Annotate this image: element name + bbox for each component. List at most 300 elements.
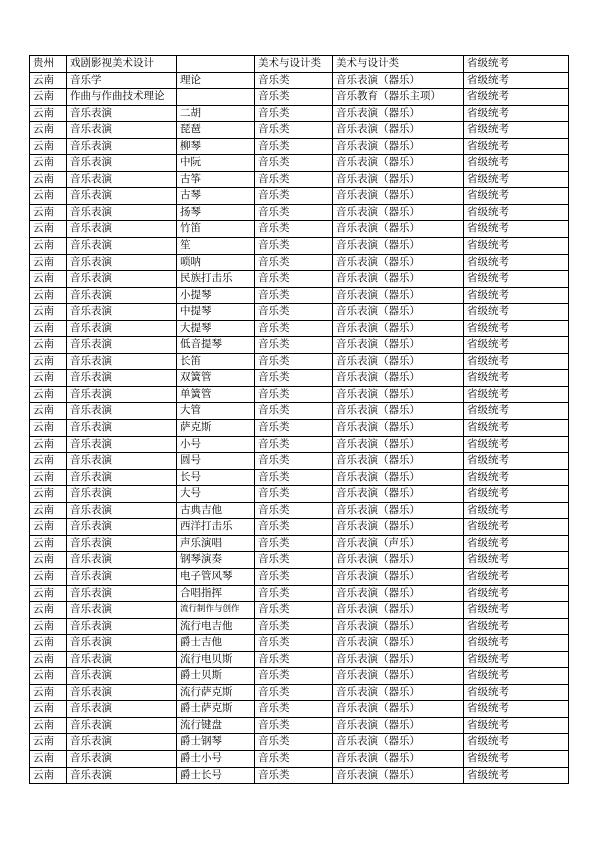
exam-level-cell: 省级统考 <box>464 651 569 668</box>
table-row <box>30 353 569 370</box>
province-cell: 云南 <box>30 552 67 569</box>
table-row <box>30 519 569 536</box>
major-cell: 音乐表演 <box>67 519 177 536</box>
exam-level-cell: 省级统考 <box>464 386 569 403</box>
exam-type-cell: 音乐表演（器乐） <box>333 734 464 751</box>
exam-type-cell: 音乐表演（器乐） <box>333 486 464 503</box>
major-cell: 音乐表演 <box>67 254 177 271</box>
exam-type-cell: 音乐表演（器乐） <box>333 254 464 271</box>
exam-level-cell: 省级统考 <box>464 155 569 172</box>
table-row <box>30 585 569 602</box>
province-cell: 云南 <box>30 386 67 403</box>
direction-cell: 大提琴 <box>177 320 255 337</box>
province-cell: 云南 <box>30 287 67 304</box>
category-cell: 音乐类 <box>255 105 333 122</box>
province-cell: 云南 <box>30 304 67 321</box>
direction-cell: 古典吉他 <box>177 502 255 519</box>
category-cell: 音乐类 <box>255 469 333 486</box>
direction-cell: 爵士贝斯 <box>177 668 255 685</box>
direction-cell: 柳琴 <box>177 138 255 155</box>
table-row <box>30 287 569 304</box>
direction-cell: 中提琴 <box>177 304 255 321</box>
direction-cell: 扬琴 <box>177 204 255 221</box>
category-cell: 音乐类 <box>255 89 333 106</box>
province-cell: 云南 <box>30 436 67 453</box>
exam-level-cell: 省级统考 <box>464 56 569 73</box>
major-cell: 音乐表演 <box>67 122 177 139</box>
exam-level-cell: 省级统考 <box>464 353 569 370</box>
major-cell: 音乐表演 <box>67 271 177 288</box>
category-cell: 音乐类 <box>255 568 333 585</box>
direction-cell: 爵士长号 <box>177 767 255 784</box>
category-cell: 音乐类 <box>255 668 333 685</box>
province-cell: 云南 <box>30 238 67 255</box>
major-cell: 音乐表演 <box>67 155 177 172</box>
table-row <box>30 486 569 503</box>
table-row <box>30 535 569 552</box>
table-row <box>30 304 569 321</box>
province-cell: 云南 <box>30 122 67 139</box>
exam-level-cell: 省级统考 <box>464 304 569 321</box>
category-cell: 音乐类 <box>255 386 333 403</box>
exam-type-cell: 音乐表演（器乐） <box>333 618 464 635</box>
major-cell: 音乐表演 <box>67 353 177 370</box>
exam-level-cell: 省级统考 <box>464 122 569 139</box>
province-cell: 云南 <box>30 717 67 734</box>
exam-level-cell: 省级统考 <box>464 403 569 420</box>
table-row <box>30 453 569 470</box>
direction-cell: 爵士钢琴 <box>177 734 255 751</box>
exam-level-cell: 省级统考 <box>464 585 569 602</box>
province-cell: 云南 <box>30 602 67 619</box>
exam-type-cell: 音乐表演（器乐） <box>333 502 464 519</box>
direction-cell: 圆号 <box>177 453 255 470</box>
exam-type-cell: 音乐表演（器乐） <box>333 138 464 155</box>
direction-cell: 流行制作与创作 <box>177 602 255 619</box>
exam-level-cell: 省级统考 <box>464 469 569 486</box>
direction-cell: 声乐演唱 <box>177 535 255 552</box>
table-row <box>30 651 569 668</box>
exam-type-cell: 音乐表演（器乐） <box>333 403 464 420</box>
exam-level-cell: 省级统考 <box>464 750 569 767</box>
exam-level-cell: 省级统考 <box>464 552 569 569</box>
table-row <box>30 105 569 122</box>
exam-type-cell: 音乐表演（器乐） <box>333 420 464 437</box>
major-cell: 音乐表演 <box>67 668 177 685</box>
exam-type-cell: 音乐表演（器乐） <box>333 750 464 767</box>
exam-type-cell: 音乐表演（器乐） <box>333 238 464 255</box>
province-cell: 云南 <box>30 320 67 337</box>
major-cell: 音乐表演 <box>67 469 177 486</box>
category-cell: 音乐类 <box>255 734 333 751</box>
direction-cell: 流行电吉他 <box>177 618 255 635</box>
province-cell: 云南 <box>30 651 67 668</box>
direction-cell: 竹笛 <box>177 221 255 238</box>
exam-level-cell: 省级统考 <box>464 420 569 437</box>
table-row <box>30 767 569 784</box>
province-cell: 云南 <box>30 221 67 238</box>
major-cell: 音乐表演 <box>67 138 177 155</box>
exam-level-cell: 省级统考 <box>464 271 569 288</box>
exam-level-cell: 省级统考 <box>464 72 569 89</box>
direction-cell: 双簧管 <box>177 370 255 387</box>
province-cell: 云南 <box>30 204 67 221</box>
table-row <box>30 386 569 403</box>
exam-type-cell: 音乐表演（器乐） <box>333 635 464 652</box>
major-cell: 音乐表演 <box>67 734 177 751</box>
category-cell: 音乐类 <box>255 502 333 519</box>
category-cell: 音乐类 <box>255 420 333 437</box>
table-row <box>30 254 569 271</box>
direction-cell: 流行萨克斯 <box>177 684 255 701</box>
province-cell: 贵州 <box>30 56 67 73</box>
province-cell: 云南 <box>30 271 67 288</box>
category-cell: 音乐类 <box>255 304 333 321</box>
table-row <box>30 72 569 89</box>
exam-type-cell: 音乐表演（器乐） <box>333 386 464 403</box>
major-cell: 音乐表演 <box>67 602 177 619</box>
direction-cell: 唢呐 <box>177 254 255 271</box>
direction-cell: 二胡 <box>177 105 255 122</box>
direction-cell: 古筝 <box>177 171 255 188</box>
exam-level-cell: 省级统考 <box>464 221 569 238</box>
province-cell: 云南 <box>30 701 67 718</box>
direction-cell: 小提琴 <box>177 287 255 304</box>
province-cell: 云南 <box>30 370 67 387</box>
province-cell: 云南 <box>30 353 67 370</box>
major-cell: 音乐表演 <box>67 767 177 784</box>
exam-level-cell: 省级统考 <box>464 519 569 536</box>
major-cell: 音乐表演 <box>67 436 177 453</box>
exam-level-cell: 省级统考 <box>464 502 569 519</box>
direction-cell: 小号 <box>177 436 255 453</box>
province-cell: 云南 <box>30 403 67 420</box>
exam-level-cell: 省级统考 <box>464 535 569 552</box>
exam-type-cell: 音乐表演（器乐） <box>333 602 464 619</box>
exam-level-cell: 省级统考 <box>464 486 569 503</box>
table-row <box>30 155 569 172</box>
category-cell: 音乐类 <box>255 138 333 155</box>
table-row <box>30 717 569 734</box>
exam-type-cell: 音乐表演（器乐） <box>333 469 464 486</box>
direction-cell: 大号 <box>177 486 255 503</box>
exam-level-cell: 省级统考 <box>464 171 569 188</box>
exam-type-cell: 音乐表演（器乐） <box>333 287 464 304</box>
exam-type-cell: 音乐表演（器乐） <box>333 568 464 585</box>
table-row <box>30 750 569 767</box>
table-row <box>30 238 569 255</box>
province-cell: 云南 <box>30 734 67 751</box>
province-cell: 云南 <box>30 486 67 503</box>
category-cell: 音乐类 <box>255 585 333 602</box>
province-cell: 云南 <box>30 585 67 602</box>
exam-level-cell: 省级统考 <box>464 138 569 155</box>
category-cell: 音乐类 <box>255 72 333 89</box>
province-cell: 云南 <box>30 568 67 585</box>
table-row <box>30 734 569 751</box>
table-row <box>30 320 569 337</box>
category-cell: 音乐类 <box>255 717 333 734</box>
direction-cell: 电子管风琴 <box>177 568 255 585</box>
exam-level-cell: 省级统考 <box>464 254 569 271</box>
exam-level-cell: 省级统考 <box>464 105 569 122</box>
table-row <box>30 138 569 155</box>
exam-type-cell: 音乐表演（器乐） <box>333 651 464 668</box>
exam-type-cell: 音乐表演（器乐） <box>333 552 464 569</box>
major-cell: 音乐表演 <box>67 651 177 668</box>
exam-level-cell: 省级统考 <box>464 635 569 652</box>
exam-type-cell: 音乐表演（器乐） <box>333 105 464 122</box>
province-cell: 云南 <box>30 767 67 784</box>
province-cell: 云南 <box>30 171 67 188</box>
category-cell: 音乐类 <box>255 486 333 503</box>
category-cell: 音乐类 <box>255 767 333 784</box>
table-row <box>30 618 569 635</box>
major-cell: 音乐表演 <box>67 386 177 403</box>
table-row <box>30 337 569 354</box>
direction-cell: 中阮 <box>177 155 255 172</box>
exam-level-cell: 省级统考 <box>464 717 569 734</box>
province-cell: 云南 <box>30 684 67 701</box>
major-cell: 音乐表演 <box>67 304 177 321</box>
province-cell: 云南 <box>30 618 67 635</box>
direction-cell: 琵琶 <box>177 122 255 139</box>
table-body <box>30 56 569 784</box>
direction-cell: 爵士萨克斯 <box>177 701 255 718</box>
direction-cell: 钢琴演奏 <box>177 552 255 569</box>
exam-type-cell: 音乐表演（器乐） <box>333 668 464 685</box>
major-cell: 音乐表演 <box>67 403 177 420</box>
category-cell: 音乐类 <box>255 618 333 635</box>
exam-level-cell: 省级统考 <box>464 320 569 337</box>
exam-level-cell: 省级统考 <box>464 238 569 255</box>
major-cell: 戏剧影视美术设计 <box>67 56 177 73</box>
exam-type-cell: 音乐表演（器乐） <box>333 717 464 734</box>
table-row <box>30 568 569 585</box>
exam-level-cell: 省级统考 <box>464 602 569 619</box>
direction-cell: 流行键盘 <box>177 717 255 734</box>
province-cell: 云南 <box>30 155 67 172</box>
major-cell: 音乐表演 <box>67 188 177 205</box>
major-cell: 音乐表演 <box>67 502 177 519</box>
category-cell: 音乐类 <box>255 436 333 453</box>
major-cell: 音乐表演 <box>67 238 177 255</box>
category-cell: 音乐类 <box>255 684 333 701</box>
direction-cell: 低音提琴 <box>177 337 255 354</box>
major-cell: 音乐表演 <box>67 585 177 602</box>
category-cell: 音乐类 <box>255 204 333 221</box>
province-cell: 云南 <box>30 668 67 685</box>
category-cell: 美术与设计类 <box>255 56 333 73</box>
province-cell: 云南 <box>30 89 67 106</box>
exam-type-cell: 音乐表演（器乐） <box>333 188 464 205</box>
major-cell: 音乐表演 <box>67 486 177 503</box>
category-cell: 音乐类 <box>255 353 333 370</box>
table-row <box>30 668 569 685</box>
direction-cell: 流行电贝斯 <box>177 651 255 668</box>
direction-cell: 爵士小号 <box>177 750 255 767</box>
category-cell: 音乐类 <box>255 552 333 569</box>
major-cell: 音乐表演 <box>67 684 177 701</box>
exam-level-cell: 省级统考 <box>464 767 569 784</box>
exam-type-cell: 音乐表演（器乐） <box>333 370 464 387</box>
category-cell: 音乐类 <box>255 403 333 420</box>
exam-level-cell: 省级统考 <box>464 701 569 718</box>
exam-level-cell: 省级统考 <box>464 668 569 685</box>
exam-type-cell: 音乐表演（声乐） <box>333 535 464 552</box>
category-cell: 音乐类 <box>255 519 333 536</box>
exam-level-cell: 省级统考 <box>464 204 569 221</box>
province-cell: 云南 <box>30 469 67 486</box>
category-cell: 音乐类 <box>255 651 333 668</box>
category-cell: 音乐类 <box>255 188 333 205</box>
table-row <box>30 552 569 569</box>
category-cell: 音乐类 <box>255 122 333 139</box>
exam-type-cell: 音乐表演（器乐） <box>333 519 464 536</box>
category-cell: 音乐类 <box>255 238 333 255</box>
direction-cell: 合唱指挥 <box>177 585 255 602</box>
direction-cell: 萨克斯 <box>177 420 255 437</box>
table-row <box>30 684 569 701</box>
table-row <box>30 171 569 188</box>
province-cell: 云南 <box>30 138 67 155</box>
direction-cell: 民族打击乐 <box>177 271 255 288</box>
province-cell: 云南 <box>30 535 67 552</box>
exam-type-cell: 音乐表演（器乐） <box>333 684 464 701</box>
exam-level-cell: 省级统考 <box>464 337 569 354</box>
direction-cell: 长号 <box>177 469 255 486</box>
direction-cell <box>177 89 255 106</box>
major-cell: 音乐表演 <box>67 701 177 718</box>
exam-type-cell: 美术与设计类 <box>333 56 464 73</box>
category-cell: 音乐类 <box>255 171 333 188</box>
exam-type-cell: 音乐表演（器乐） <box>333 204 464 221</box>
major-cell: 音乐表演 <box>67 370 177 387</box>
direction-cell: 笙 <box>177 238 255 255</box>
exam-type-cell: 音乐表演（器乐） <box>333 767 464 784</box>
table-row <box>30 122 569 139</box>
major-cell: 音乐表演 <box>67 453 177 470</box>
category-cell: 音乐类 <box>255 750 333 767</box>
exam-type-cell: 音乐表演（器乐） <box>333 453 464 470</box>
exam-type-cell: 音乐表演（器乐） <box>333 701 464 718</box>
exam-type-cell: 音乐表演（器乐） <box>333 353 464 370</box>
major-cell: 音乐表演 <box>67 535 177 552</box>
table-row <box>30 370 569 387</box>
category-cell: 音乐类 <box>255 602 333 619</box>
major-cell: 音乐表演 <box>67 287 177 304</box>
province-cell: 云南 <box>30 453 67 470</box>
major-cell: 音乐表演 <box>67 320 177 337</box>
exam-type-cell: 音乐表演（器乐） <box>333 122 464 139</box>
category-cell: 音乐类 <box>255 337 333 354</box>
exam-type-cell: 音乐表演（器乐） <box>333 304 464 321</box>
major-cell: 音乐表演 <box>67 552 177 569</box>
table-row <box>30 502 569 519</box>
exam-level-cell: 省级统考 <box>464 287 569 304</box>
direction-cell: 大管 <box>177 403 255 420</box>
exam-level-cell: 省级统考 <box>464 89 569 106</box>
direction-cell: 西洋打击乐 <box>177 519 255 536</box>
category-cell: 音乐类 <box>255 287 333 304</box>
direction-cell: 单簧管 <box>177 386 255 403</box>
exam-level-cell: 省级统考 <box>464 684 569 701</box>
province-cell: 云南 <box>30 188 67 205</box>
province-cell: 云南 <box>30 420 67 437</box>
province-cell: 云南 <box>30 519 67 536</box>
direction-cell: 爵士吉他 <box>177 635 255 652</box>
province-cell: 云南 <box>30 502 67 519</box>
exam-type-cell: 音乐教育（器乐主项） <box>333 89 464 106</box>
table-row <box>30 221 569 238</box>
direction-cell <box>177 56 255 73</box>
category-cell: 音乐类 <box>255 635 333 652</box>
table-row <box>30 89 569 106</box>
table-row <box>30 271 569 288</box>
exam-level-cell: 省级统考 <box>464 188 569 205</box>
exam-level-cell: 省级统考 <box>464 734 569 751</box>
province-cell: 云南 <box>30 337 67 354</box>
exam-type-cell: 音乐表演（器乐） <box>333 320 464 337</box>
province-cell: 云南 <box>30 635 67 652</box>
admissions-table <box>29 55 569 784</box>
direction-cell: 古琴 <box>177 188 255 205</box>
category-cell: 音乐类 <box>255 535 333 552</box>
exam-type-cell: 音乐表演（器乐） <box>333 72 464 89</box>
major-cell: 音乐学 <box>67 72 177 89</box>
exam-level-cell: 省级统考 <box>464 370 569 387</box>
major-cell: 音乐表演 <box>67 420 177 437</box>
table-row <box>30 469 569 486</box>
major-cell: 音乐表演 <box>67 171 177 188</box>
province-cell: 云南 <box>30 750 67 767</box>
category-cell: 音乐类 <box>255 271 333 288</box>
province-cell: 云南 <box>30 254 67 271</box>
direction-cell: 长笛 <box>177 353 255 370</box>
major-cell: 作曲与作曲技术理论 <box>67 89 177 106</box>
exam-type-cell: 音乐表演（器乐） <box>333 171 464 188</box>
exam-type-cell: 音乐表演（器乐） <box>333 271 464 288</box>
category-cell: 音乐类 <box>255 370 333 387</box>
major-cell: 音乐表演 <box>67 105 177 122</box>
category-cell: 音乐类 <box>255 320 333 337</box>
major-cell: 音乐表演 <box>67 618 177 635</box>
category-cell: 音乐类 <box>255 155 333 172</box>
exam-level-cell: 省级统考 <box>464 436 569 453</box>
major-cell: 音乐表演 <box>67 635 177 652</box>
exam-level-cell: 省级统考 <box>464 453 569 470</box>
province-cell: 云南 <box>30 105 67 122</box>
major-cell: 音乐表演 <box>67 750 177 767</box>
exam-type-cell: 音乐表演（器乐） <box>333 221 464 238</box>
exam-level-cell: 省级统考 <box>464 568 569 585</box>
major-cell: 音乐表演 <box>67 221 177 238</box>
table-row <box>30 403 569 420</box>
table-row <box>30 602 569 619</box>
category-cell: 音乐类 <box>255 701 333 718</box>
category-cell: 音乐类 <box>255 254 333 271</box>
category-cell: 音乐类 <box>255 453 333 470</box>
table-row <box>30 635 569 652</box>
table-row <box>30 56 569 73</box>
direction-cell: 理论 <box>177 72 255 89</box>
table-row <box>30 204 569 221</box>
exam-type-cell: 音乐表演（器乐） <box>333 585 464 602</box>
major-cell: 音乐表演 <box>67 568 177 585</box>
table-row <box>30 701 569 718</box>
major-cell: 音乐表演 <box>67 337 177 354</box>
province-cell: 云南 <box>30 72 67 89</box>
